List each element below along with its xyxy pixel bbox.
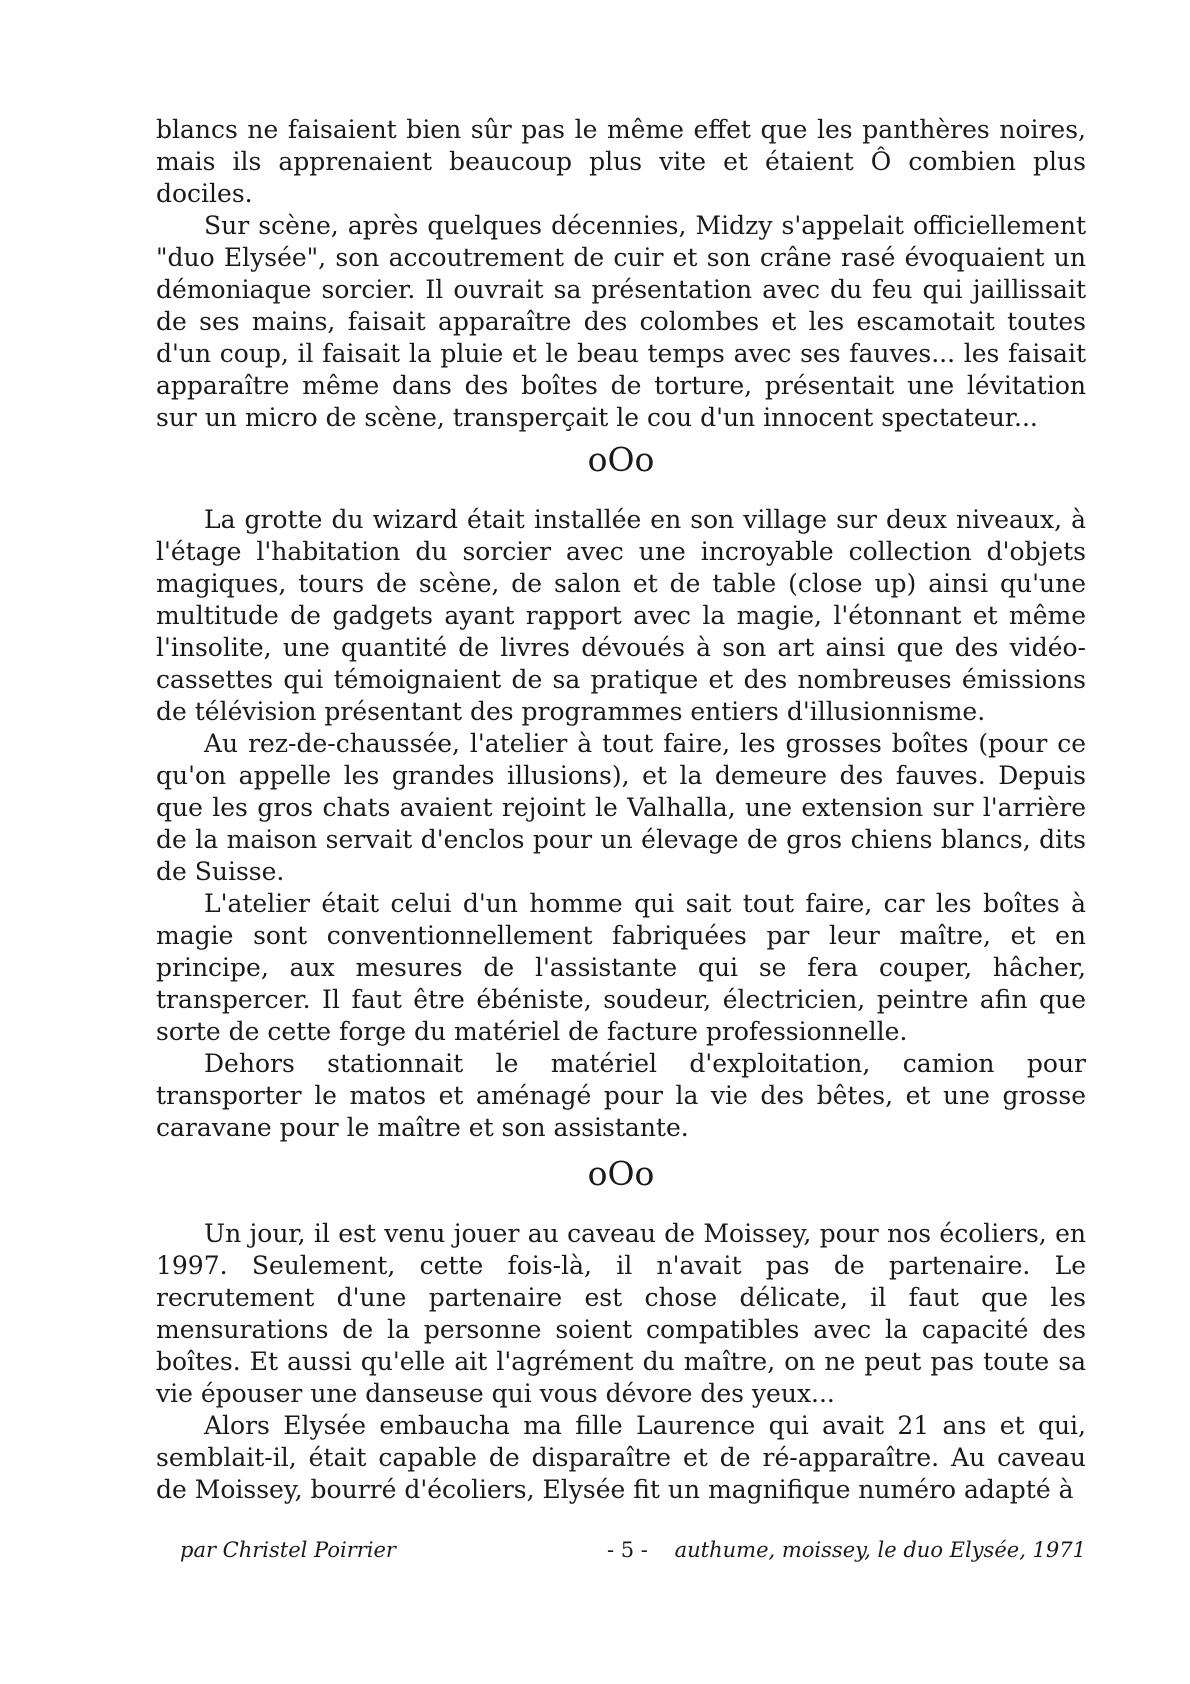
- page-footer: [180, 1538, 1086, 1568]
- paragraph-rez-de-chaussee: Au rez-de-chaussée, l'atelier à tout faire, les grosses boîtes (pour ce qu'on appelle les grandes illusions), et la demeure des fauves. Depuis que les gros chats avaient rejoint le Valhalla, une extension sur l'arrière de la maison servait d'enclos pour un élevage de gros chiens blancs, dits de Suisse.: [156, 729, 1086, 886]
- section-separator: oOo: [587, 1154, 655, 1193]
- paragraph-duo-elysee: Sur scène, après quelques décennies, Midzy s'appelait officiellement "duo Elysée", son accoutrement de cuir et son crâne rasé évoquaient un démoniaque sorcier. Il ouvrait sa présentation avec du feu qui jaillissait de ses mains, faisait apparaître des colombes et les escamotait toutes d'un coup, il faisait la pluie et le beau temps avec ses fauves... les faisait apparaître même dans des boîtes de torture, présentait une lévitation sur un micro de scène, transperçait le cou d'un innocent spectateur...: [156, 211, 1086, 432]
- paragraph-alors-elysee: Alors Elysée embaucha ma fille Laurence qui avait 21 ans et qui, semblait-il, était capable de disparaître et de ré-apparaître. Au caveau de Moissey, bourré d'écoliers, Elysée fit un magnifique numéro adapté à: [156, 1411, 1086, 1504]
- page-body: [156, 114, 1086, 1506]
- section-separator: oOo: [587, 440, 655, 479]
- page-number: - 5 -: [607, 1538, 648, 1562]
- paragraph-grotte: La grotte du wizard était installée en son village sur deux niveaux, à l'étage l'habitation du sorcier avec une incroyable collection d'objets magiques, tours de scène, de salon et de table (close up) ainsi qu'une multitude de gadgets ayant rapport avec la magie, l'étonnant et même l'insolite, une quantité de livres dévoués à son art ainsi que des vidéo-cassettes qui témoignaient de sa pratique et des nombreuses émissions de télévision présentant des programmes entiers d'illusionnisme.: [156, 505, 1086, 726]
- paragraph-continuation: blancs ne faisaient bien sûr pas le même effet que les panthères noires, mais ils apprenaient beaucoup plus vite et étaient Ô combien plus dociles.: [156, 115, 1086, 208]
- footer-title: authume, moissey, le duo Elysée, 1971: [674, 1538, 1086, 1562]
- paragraph-dehors: Dehors stationnait le matériel d'exploitation, camion pour transporter le matos et aménagé pour la vie des bêtes, et une grosse caravane pour le maître et son assistante.: [156, 1049, 1086, 1142]
- paragraph-atelier: L'atelier était celui d'un homme qui sait tout faire, car les boîtes à magie sont conventionnellement fabriquées par leur maître, et en principe, aux mesures de l'assistante qui se fera couper, hâcher, transpercer. Il faut être ébéniste, soudeur, électricien, peintre afin que sorte de cette forge du matériel de facture professionnelle.: [156, 889, 1086, 1046]
- paragraph-un-jour: Un jour, il est venu jouer au caveau de Moissey, pour nos écoliers, en 1997. Seulement, cette fois-là, il n'avait pas de partenaire. Le recrutement d'une partenaire est chose délicate, il faut que les mensurations de la personne soient compatibles avec la capacité des boîtes. Et aussi qu'elle ait l'agrément du maître, on ne peut pas toute sa vie épouser une danseuse qui vous dévore des yeux...: [156, 1219, 1086, 1408]
- footer-author: par Christel Poirrier: [180, 1538, 396, 1562]
